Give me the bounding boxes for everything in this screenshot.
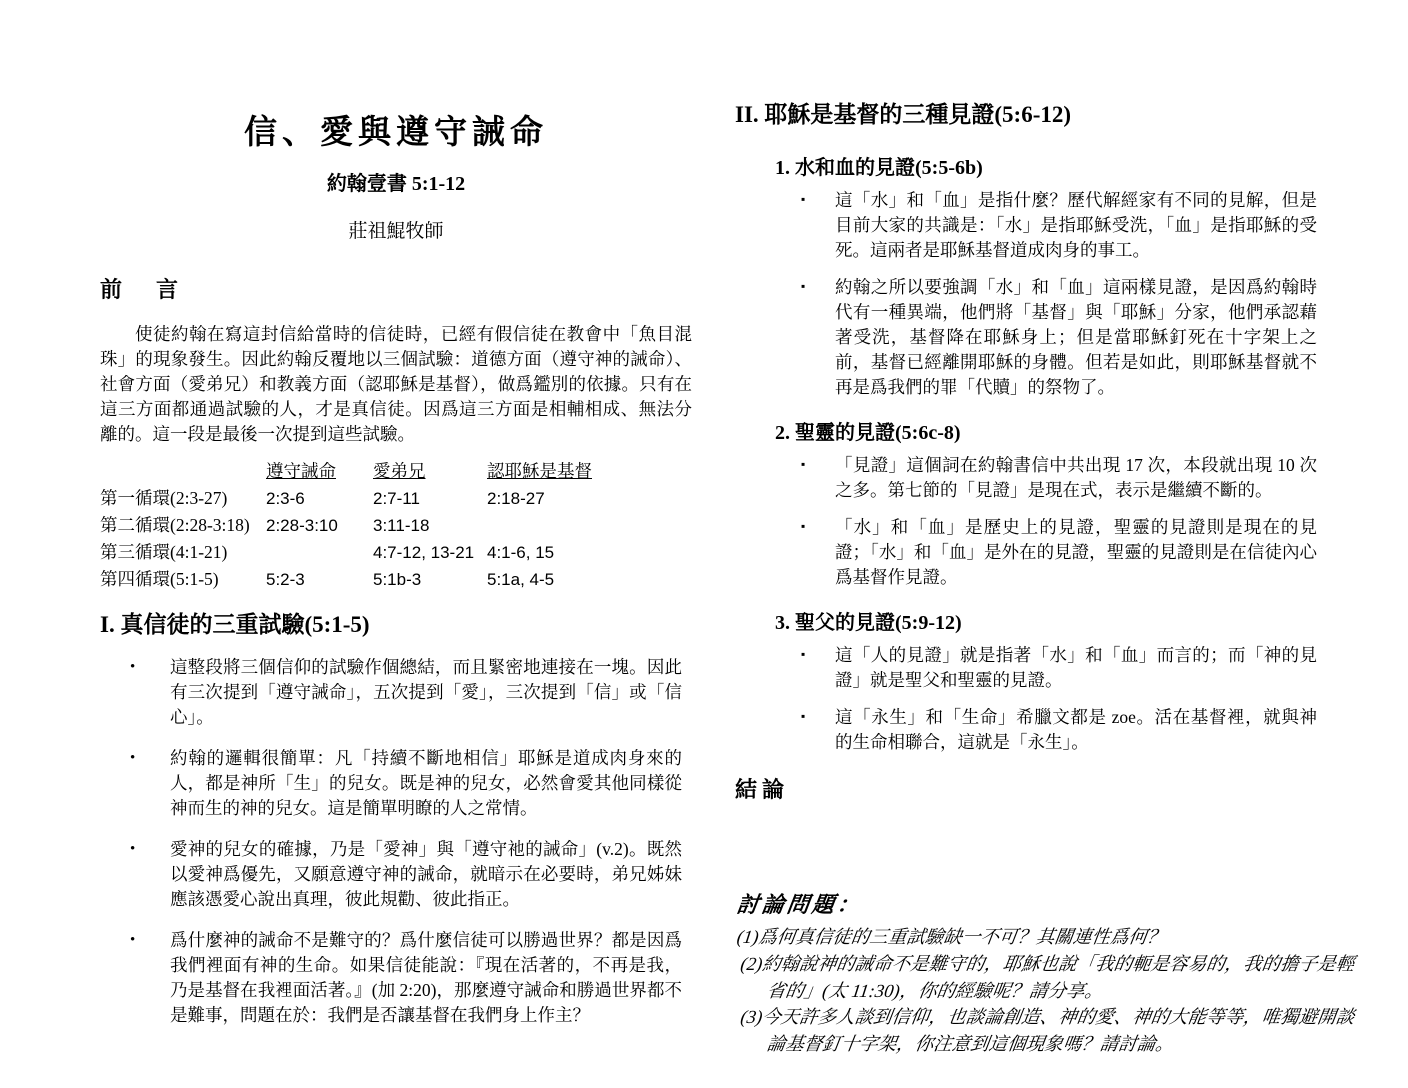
bullet-icon: • bbox=[130, 841, 136, 857]
list-item bbox=[735, 515, 1349, 590]
subsection3-heading: 3. 聖父的見證(5:9-12) bbox=[775, 612, 962, 634]
row-label: 第一循環(2:3-27) bbox=[100, 488, 228, 508]
cycles-table bbox=[100, 458, 692, 593]
list-item-text: 這「永生」和「生命」希臘文都是 zoe。活在基督裡，就與神的生命相聯合，這就是「永生」。 bbox=[835, 707, 1317, 752]
list-item-text: 「見證」這個詞在約翰書信中共出現 17 次，本段就出現 10 次之多。第七節的「見證」是現在式，表示是繼續不斷的。 bbox=[835, 455, 1317, 500]
table-header-keep-commandments: 遵守誡命 bbox=[266, 461, 336, 481]
list-item-text: 這「人的見證」就是指著「水」和「血」而言的；而「神的見證」就是聖父和聖靈的見證。 bbox=[835, 645, 1317, 690]
row-label: 第二循環(2:28-3:18) bbox=[100, 515, 250, 535]
list-item bbox=[735, 643, 1349, 693]
table-row bbox=[100, 485, 692, 512]
list-item bbox=[100, 655, 692, 730]
list-item-text: 這「水」和「血」是指什麼？歷代解經家有不同的見解，但是目前大家的共識是：「水」是指耶穌受洗，「血」是指耶穌的受死。這兩者是耶穌基督道成肉身的事工。 bbox=[835, 190, 1317, 260]
list-item-text: 爲什麼神的誡命不是難守的？爲什麼信徒可以勝過世界？都是因爲我們裡面有神的生命。如果信徒能說：『現在活著的，不再是我，乃是基督在我裡面活著。』(加 2:20)，那麼遵守誡命和勝過世界都不是難事，問題在於：我們是否讓基督在我們身上作主？ bbox=[170, 930, 682, 1025]
bullet-icon: ▪ bbox=[801, 519, 806, 533]
right-column bbox=[735, 96, 1356, 1058]
cell-verse: 5:2-3 bbox=[266, 570, 305, 589]
cell-verse: 2:7-11 bbox=[373, 489, 420, 508]
discussion-questions bbox=[735, 925, 1356, 1058]
discussion-heading: 討論問題： bbox=[735, 892, 864, 917]
bullet-icon: ▪ bbox=[801, 647, 806, 661]
subsection2-bullet-list bbox=[735, 453, 1349, 590]
preface-heading: 前 言 bbox=[100, 277, 185, 302]
cell-verse: 3:11-18 bbox=[373, 516, 430, 535]
cell-verse bbox=[266, 539, 373, 566]
section1-heading: I. 真信徒的三重試驗(5:1-5) bbox=[100, 612, 370, 637]
bullet-icon: • bbox=[130, 659, 136, 675]
list-item bbox=[735, 275, 1349, 400]
cell-verse: 4:1-6, 15 bbox=[487, 543, 555, 562]
bullet-icon: • bbox=[130, 932, 136, 948]
discussion-question: (3)今天許多人談到信仰，也談論創造、神的愛、神的大能等等，唯獨避開談論基督釘十字架，你注意到這個現象嗎？請討論。 bbox=[739, 1007, 1356, 1054]
bullet-icon: ▪ bbox=[801, 457, 806, 471]
list-item bbox=[735, 188, 1349, 263]
discussion-question: (1)爲何真信徒的三重試驗缺一不可？其關連性爲何？ bbox=[735, 928, 1167, 948]
bullet-icon: • bbox=[130, 750, 136, 766]
table-header-empty bbox=[100, 458, 266, 485]
table-header-love-brothers: 愛弟兄 bbox=[373, 461, 426, 481]
list-item bbox=[100, 928, 692, 1028]
table-row bbox=[100, 539, 692, 566]
cell-verse: 2:28-3:10 bbox=[266, 516, 338, 535]
subsection1-bullet-list bbox=[735, 188, 1349, 400]
list-item bbox=[100, 746, 692, 821]
doc-subtitle: 約翰壹書 5:1-12 bbox=[326, 173, 466, 195]
cell-verse: 5:1b-3 bbox=[373, 570, 422, 589]
cell-verse bbox=[487, 512, 692, 539]
cell-verse: 5:1a, 4-5 bbox=[487, 570, 555, 589]
cell-verse: 2:18-27 bbox=[487, 489, 545, 508]
table-row bbox=[100, 512, 692, 539]
list-item bbox=[735, 453, 1349, 503]
conclusion-heading: 結論 bbox=[735, 777, 790, 802]
list-item-text: 「水」和「血」是歷史上的見證，聖靈的見證則是現在的見證；「水」和「血」是外在的見證，聖靈的見證則是在信徒內心爲基督作見證。 bbox=[835, 517, 1317, 587]
discussion-question: (2)約翰說神的誡命不是難守的，耶穌也說「我的軛是容易的，我的擔子是輕省的」(太 11:30)，你的經驗呢？請分享。 bbox=[739, 954, 1356, 1001]
left-column bbox=[100, 96, 692, 1044]
preface-paragraph: 使徒約翰在寫這封信給當時的信徒時，已經有假信徒在教會中「魚目混珠」的現象發生。因此約翰反覆地以三個試驗：道德方面（遵守神的誡命）、社會方面（愛弟兄）和教義方面（認耶穌是基督），做爲鑑別的依據。只有在這三方面都通過試驗的人，才是真信徒。因爲這三方面是相輔相成、無法分離的。這一段是最後一次提到這些試驗。 bbox=[100, 324, 692, 444]
list-item bbox=[100, 837, 692, 912]
bullet-icon: ▪ bbox=[801, 279, 806, 293]
list-item bbox=[735, 705, 1349, 755]
table-row bbox=[100, 566, 692, 593]
subsection2-heading: 2. 聖靈的見證(5:6c-8) bbox=[775, 422, 961, 444]
list-item-text: 約翰之所以要強調「水」和「血」這兩樣見證，是因爲約翰時代有一種異端，他們將「基督」與「耶穌」分家，他們承認藉著受洗，基督降在耶穌身上；但是當耶穌釘死在十字架上之前，基督已經離開耶穌的身體。但若是如此，則耶穌基督就不再是爲我們的罪「代贖」的祭物了。 bbox=[835, 277, 1317, 397]
doc-title: 信、愛與遵守誡命 bbox=[244, 115, 548, 151]
bullet-icon: ▪ bbox=[801, 192, 806, 206]
table-header-confess-jesus: 認耶穌是基督 bbox=[487, 461, 592, 481]
doc-author: 莊祖鯤牧師 bbox=[348, 221, 444, 242]
list-item-text: 約翰的邏輯很簡單：凡「持續不斷地相信」耶穌是道成肉身來的人，都是神所「生」的兒女。既是神的兒女，必然會愛其他同樣從神而生的神的兒女。這是簡單明瞭的人之常情。 bbox=[170, 748, 682, 818]
subsection1-heading: 1. 水和血的見證(5:5-6b) bbox=[775, 157, 983, 179]
section2-heading: II. 耶穌是基督的三種見證(5:6-12) bbox=[735, 102, 1072, 127]
section1-bullet-list bbox=[100, 655, 692, 1028]
table-header-row bbox=[100, 458, 692, 485]
row-label: 第三循環(4:1-21) bbox=[100, 542, 228, 562]
list-item-text: 愛神的兒女的確據，乃是「愛神」與「遵守祂的誡命」(v.2)。既然以愛神爲優先，又願意遵守神的誡命，就暗示在必要時，弟兄姊妹應該憑愛心說出真理，彼此規勸、彼此指正。 bbox=[170, 839, 682, 909]
bullet-icon: ▪ bbox=[801, 709, 806, 723]
cell-verse: 4:7-12, 13-21 bbox=[373, 543, 475, 562]
list-item-text: 這整段將三個信仰的試驗作個總結，而且緊密地連接在一塊。因此有三次提到「遵守誡命」，五次提到「愛」，三次提到「信」或「信心」。 bbox=[170, 657, 682, 727]
row-label: 第四循環(5:1-5) bbox=[100, 569, 219, 589]
cell-verse: 2:3-6 bbox=[266, 489, 305, 508]
subsection3-bullet-list bbox=[735, 643, 1349, 755]
